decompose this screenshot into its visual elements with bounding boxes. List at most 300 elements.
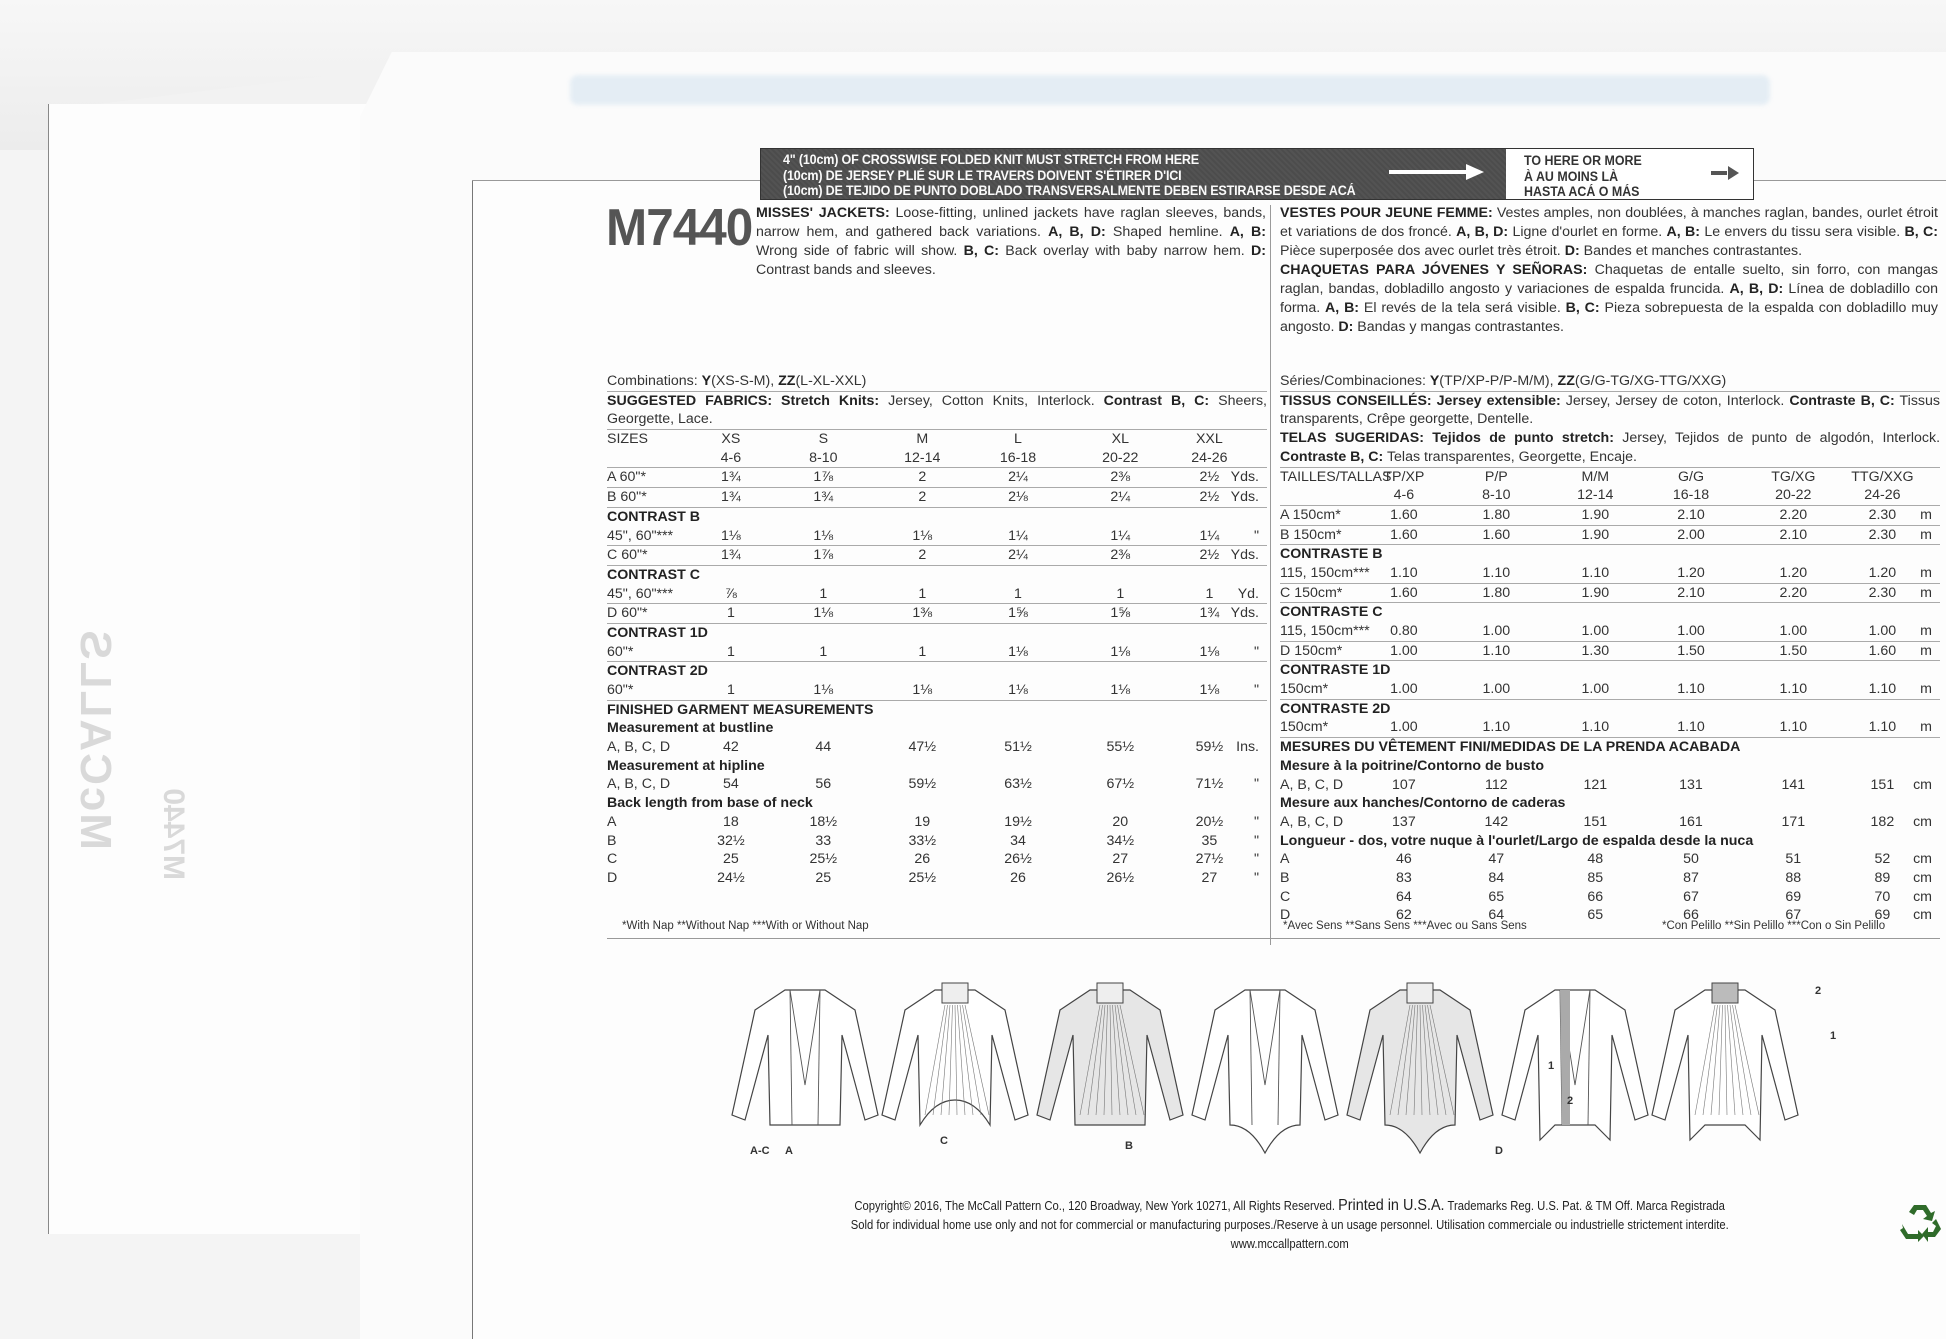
contrast-text: Sheers, Georgette, Lace.: [607, 392, 1267, 428]
view-label: C: [940, 1135, 948, 1147]
measurement-heading: Measurement at bustline: [607, 720, 774, 737]
jacket-outline: [732, 990, 878, 1125]
table-cell: XXL: [1195, 431, 1223, 448]
table-cell: 33½: [908, 832, 937, 849]
table-cell: 0.80: [1390, 623, 1418, 639]
suggested-fabrics: [607, 392, 1267, 430]
copyright-text: Copyright© 2016, The McCall Pattern Co., 120 Broadway, New York 10271, All Rights Reserved. Printed in U.S.A. Trademarks Reg. U.S. Pat. & TM Off. Marca Registrada: [854, 1197, 1726, 1214]
yardage-table-imperial: [607, 372, 1267, 888]
desc-title: VESTES POUR JEUNE FEMME:: [1280, 205, 1493, 221]
table-cell: TP/XP: [1383, 468, 1425, 485]
measurement-row: [607, 869, 1267, 888]
unit-label: ": [1253, 776, 1259, 793]
suggested-fabrics-french: [1280, 392, 1940, 429]
unit-label: Yds.: [1230, 605, 1259, 622]
table-cell: XS: [721, 431, 741, 448]
table-cell: 1.60: [1868, 642, 1897, 659]
yardage-row: [607, 604, 1267, 624]
collar-band: [1097, 983, 1123, 1003]
jacket-illustration: [1035, 975, 1185, 1160]
row-label: 60"*: [607, 682, 634, 699]
table-cell: 2: [918, 489, 927, 506]
row-label: B: [607, 832, 617, 849]
table-cell: 1: [1116, 585, 1125, 602]
fabrics-text: Jersey, Cotton Knits, Interlock.: [879, 392, 1104, 409]
unit-label: Ins.: [1236, 739, 1259, 756]
table-cell: 142: [1484, 813, 1509, 830]
table-cell: 67: [1683, 888, 1699, 905]
row-label: D: [1280, 907, 1291, 924]
row-label: 60"*: [607, 643, 634, 660]
table-cell: 1.00: [1390, 719, 1418, 736]
row-label: 150cm*: [1280, 719, 1329, 736]
table-cell: 56: [815, 776, 832, 793]
table-cell: 88: [1785, 869, 1802, 886]
table-cell: 8-10: [809, 449, 838, 466]
unit-label: m: [1920, 681, 1932, 698]
table-cell: 20-22: [1102, 449, 1139, 466]
view-ref: A, B:: [1325, 300, 1360, 316]
table-cell: 25½: [908, 869, 937, 886]
table-cell: 2.30: [1868, 506, 1897, 523]
table-cell: 1: [726, 682, 735, 699]
table-cell: 2: [918, 547, 927, 564]
table-cell: 2½: [1199, 469, 1220, 486]
yardage-table-metric: [1280, 372, 1940, 925]
nap-footnote-french: *Avec Sens **Sans Sens ***Avec ou Sans Sens: [1283, 920, 1527, 932]
table-cell: 2¼: [1008, 547, 1028, 564]
table-cell: 52: [1874, 851, 1891, 868]
table-cell: 1¼: [1110, 527, 1131, 544]
yardage-row: [1280, 564, 1940, 584]
table-cell: 27: [1201, 869, 1218, 886]
table-cell: 1.80: [1482, 506, 1511, 523]
yardage-heading: CONTRAST C: [607, 566, 701, 583]
fabrics-title: TELAS SUGERIDAS: Tejidos de punto stretch:: [1280, 430, 1614, 447]
piece-number: 2: [1815, 985, 1822, 997]
jacket-illustration: [730, 975, 880, 1160]
combo-code: Y: [1429, 373, 1440, 389]
note-text: Contrast bands and sleeves.: [756, 262, 936, 278]
table-cell: 1.10: [1677, 719, 1705, 736]
jacket-outline: [1192, 990, 1338, 1153]
table-cell: 2½: [1199, 489, 1220, 506]
table-cell: 64: [1396, 888, 1412, 905]
table-cell: 1⅛: [1008, 682, 1028, 699]
unit-label: ": [1253, 832, 1259, 849]
measurement-row: [1280, 869, 1940, 888]
unit-label: cm: [1913, 888, 1932, 905]
measurement-heading: Mesure aux hanches/Contorno de caderas: [1280, 795, 1566, 812]
desc-text: Vestes amples, non doublées, à manches raglan, bandes, ourlet étroit et variations de dos froncé.: [1280, 205, 1938, 240]
row-label: A: [1280, 851, 1290, 868]
yardage-row: [607, 643, 1267, 663]
unit-label: cm: [1913, 851, 1932, 868]
unit-label: ": [1253, 869, 1259, 886]
table-cell: 59½: [1195, 739, 1224, 756]
table-cell: 47½: [908, 739, 937, 756]
table-cell: 1.00: [1581, 681, 1610, 698]
table-cell: 66: [1587, 888, 1604, 905]
gauge-line-fr: (10cm) DE JERSEY PLIÉ SUR LE TRAVERS DOIVENT S'ÉTIRER D'ICI: [783, 167, 1182, 183]
table-cell: 42: [723, 739, 739, 756]
view-ref: B, C:: [1904, 224, 1938, 240]
note-text: Back overlay with baby narrow hem.: [999, 243, 1252, 259]
piece-number: 1: [1548, 1060, 1555, 1072]
unit-label: Yd.: [1237, 585, 1259, 602]
yardage-row: [1280, 718, 1940, 738]
contrast-text: Telas transparentes, Georgette, Encaje.: [1383, 448, 1637, 465]
table-cell: 121: [1583, 776, 1608, 793]
desc-title: CHAQUETAS PARA JÓVENES Y SEÑORAS:: [1280, 262, 1588, 278]
table-cell: 1.10: [1390, 564, 1418, 581]
table-cell: 1.10: [1482, 719, 1511, 736]
measurement-heading: Measurement at hipline: [607, 757, 765, 774]
table-cell: 1: [1205, 585, 1214, 602]
measurements-title: FINISHED GARMENT MEASUREMENTS: [607, 701, 874, 718]
suggested-fabrics-spanish: [1280, 429, 1940, 467]
table-cell: 27½: [1195, 851, 1224, 868]
combo-sizes: (XS-S-M),: [711, 373, 779, 389]
measurement-row: [1280, 813, 1940, 832]
table-cell: 19½: [1004, 813, 1032, 830]
table-cell: 1.10: [1581, 719, 1610, 736]
note-text: Le envers du tissu sera visible.: [1700, 224, 1905, 240]
table-cell: 1.00: [1390, 642, 1418, 659]
target-line-fr: À AU MOINS LÀ: [1524, 168, 1619, 184]
table-cell: 1⅛: [813, 527, 834, 544]
table-cell: 1.10: [1779, 719, 1808, 736]
table-cell: 1.10: [1868, 681, 1897, 698]
stretch-gauge-instructions: [761, 149, 1506, 199]
row-label: A, B, C, D: [1280, 776, 1344, 793]
note-text: Bandas y mangas contrastantes.: [1353, 319, 1564, 335]
row-label: D 60"*: [607, 605, 648, 622]
desc-text: Chaquetas de entalle suelto, sin forro, con mangas raglan, bandas, dobladillo angosto y variaciones de espalda fruncida.: [1280, 262, 1938, 297]
view-label: B: [1125, 1140, 1133, 1152]
note-text: Ligne d'ourlet en forme.: [1508, 224, 1667, 240]
row-label: D: [607, 869, 618, 886]
row-label: TAILLES/TALLAS: [1280, 468, 1392, 485]
table-cell: 1⅛: [912, 527, 933, 544]
view-ref: A, B:: [1666, 224, 1701, 240]
combinations-label: Combinations:: [607, 373, 702, 389]
yardage-heading: CONTRASTE B: [1280, 546, 1383, 563]
nap-footnote-spanish: *Con Pelillo **Sin Pelillo ***Con o Sin Pelillo: [1662, 920, 1886, 932]
view-ref: D:: [1251, 243, 1266, 259]
table-cell: 1.50: [1779, 642, 1808, 659]
table-cell: 2.10: [1677, 506, 1705, 523]
note-text: El revés de la tela será visible.: [1359, 300, 1566, 316]
table-cell: 2.20: [1779, 506, 1808, 523]
table-cell: 1.60: [1390, 584, 1418, 601]
table-cell: 26½: [1106, 869, 1135, 886]
row-label: C 60"*: [607, 547, 648, 564]
description-french-spanish: [1280, 204, 1938, 337]
table-cell: 55½: [1106, 739, 1135, 756]
measurement-row: [1280, 776, 1940, 795]
yardage-row: [607, 488, 1267, 508]
table-cell: M: [916, 431, 929, 448]
table-cell: 4-6: [1393, 487, 1415, 504]
table-cell: 1⅝: [1110, 605, 1131, 622]
combo-sizes: (TP/XP-P/P-M/M),: [1439, 373, 1558, 389]
combo-sizes: (G/G-TG/XG-TTG/XXG): [1574, 373, 1727, 389]
table-cell: 1¾: [721, 489, 741, 506]
table-cell: 18: [723, 813, 739, 830]
table-cell: 4-6: [720, 449, 742, 466]
table-cell: 50: [1683, 851, 1699, 868]
recycle-icon: [1898, 1201, 1942, 1245]
table-cell: 2: [918, 469, 927, 486]
table-cell: 1⅛: [721, 527, 741, 544]
measurement-heading: Mesure à la poitrine/Contorno de busto: [1280, 757, 1545, 774]
garment-illustrations: [730, 975, 1930, 1165]
view-ref: A, B, D:: [1456, 224, 1509, 240]
row-label: 115, 150cm***: [1280, 564, 1370, 581]
target-line-es: HASTA ACÁ O MÁS: [1524, 184, 1640, 199]
yardage-heading: CONTRASTE 2D: [1280, 700, 1391, 717]
column-divider: [1270, 205, 1271, 945]
table-cell: 1⅛: [1199, 682, 1220, 699]
contrast-label: Contraste B, C:: [1280, 448, 1384, 465]
table-cell: 46: [1396, 851, 1412, 868]
table-cell: 84: [1488, 869, 1505, 886]
ghost-pattern-number: M7440: [157, 788, 190, 880]
combo-code: Y: [701, 373, 712, 389]
description-french: [1280, 204, 1938, 261]
unit-label: ": [1253, 813, 1259, 830]
unit-label: ": [1253, 682, 1259, 699]
jacket-illustration: [1650, 975, 1800, 1160]
table-cell: 1.00: [1581, 623, 1610, 639]
table-cell: 65: [1488, 888, 1505, 905]
unit-label: cm: [1913, 813, 1932, 830]
yardage-row: [607, 585, 1267, 605]
description-spanish: [1280, 261, 1938, 337]
table-cell: 137: [1392, 813, 1416, 830]
unit-label: m: [1920, 623, 1932, 639]
row-label: A 150cm*: [1280, 506, 1341, 523]
contrast-text: Tissus transparents, Crêpe georgette, Dentelle.: [1280, 392, 1940, 428]
table-cell: 51: [1785, 851, 1802, 868]
table-cell: 1.30: [1581, 642, 1610, 659]
printed-in: Printed in U.S.A.: [1338, 1197, 1445, 1214]
row-label: B: [1280, 869, 1290, 886]
table-cell: 2⅜: [1110, 469, 1131, 486]
table-cell: 66: [1683, 907, 1699, 924]
table-cell: 25: [815, 869, 832, 886]
unit-label: ": [1253, 851, 1259, 868]
table-cell: S: [818, 431, 829, 448]
measurement-heading: Back length from base of neck: [607, 795, 813, 812]
table-cell: 1.90: [1581, 506, 1610, 523]
unit-label: cm: [1913, 869, 1932, 886]
table-cell: 1¾: [813, 489, 834, 506]
table-cell: 1.00: [1482, 623, 1511, 639]
measurement-row: [607, 775, 1267, 794]
table-cell: 64: [1488, 907, 1505, 924]
row-label: SIZES: [607, 431, 648, 448]
table-cell: 1⅝: [1008, 605, 1028, 622]
view-label: D: [1495, 1145, 1503, 1157]
fabrics-text: Jersey, Jersey de coton, Interlock.: [1560, 392, 1790, 409]
table-cell: 1⅛: [813, 682, 834, 699]
table-cell: 1.10: [1482, 642, 1511, 659]
table-cell: 32½: [717, 832, 745, 849]
view-ref: B, C:: [1565, 300, 1600, 316]
table-cell: 1¾: [721, 547, 741, 564]
collar-band: [942, 983, 968, 1003]
yardage-heading: CONTRASTE C: [1280, 604, 1383, 621]
table-cell: 25: [723, 851, 739, 868]
table-bottom-rule: [607, 938, 1940, 939]
jacket-illustration: [1190, 975, 1340, 1160]
contrast-label: Contrast B, C:: [1103, 392, 1210, 409]
table-cell: 27: [1112, 851, 1129, 868]
row-label: C 150cm*: [1280, 584, 1343, 601]
measurement-row: [607, 813, 1267, 832]
table-cell: 2.10: [1779, 526, 1808, 543]
website-link[interactable]: www.mccallpattern.com: [1230, 1237, 1350, 1251]
table-cell: TTG/XXG: [1851, 468, 1914, 485]
fabrics-title: SUGGESTED FABRICS: Stretch Knits:: [607, 392, 880, 409]
row-label: A, B, C, D: [1280, 813, 1344, 830]
table-cell: 26: [914, 851, 931, 868]
table-cell: 19: [914, 813, 931, 830]
unit-label: m: [1920, 506, 1932, 523]
table-cell: 1.80: [1482, 584, 1511, 601]
collar-band: [1712, 983, 1738, 1003]
table-cell: 1: [819, 585, 828, 602]
stretch-gauge-target: [1506, 149, 1753, 199]
table-cell: 1¼: [1008, 527, 1028, 544]
row-label: B 60"*: [607, 489, 647, 506]
right-arrow-icon: [1711, 167, 1739, 179]
table-cell: 1⅜: [912, 605, 933, 622]
view-ref: A, B, D:: [1048, 224, 1106, 240]
row-label: 45", 60"***: [607, 585, 674, 602]
table-cell: 1.20: [1677, 564, 1705, 581]
table-cell: 1.20: [1779, 564, 1808, 581]
yardage-row: [607, 546, 1267, 566]
table-cell: 33: [815, 832, 832, 849]
table-cell: ⅞: [724, 585, 737, 602]
description-english: [756, 204, 1266, 280]
measurement-row: [607, 832, 1267, 851]
measurement-heading: Longueur - dos, votre nuque à l'ourlet/Largo de espalda desde la nuca: [1280, 832, 1754, 849]
table-cell: 70: [1874, 888, 1891, 905]
yardage-row: [1280, 680, 1940, 700]
table-cell: 1.00: [1677, 623, 1705, 639]
table-cell: 12-14: [1577, 487, 1614, 504]
table-cell: 1⅞: [813, 469, 834, 486]
table-cell: 67: [1785, 907, 1802, 924]
yardage-heading: CONTRAST B: [607, 508, 701, 525]
table-cell: 1.10: [1581, 564, 1610, 581]
view-ref: D:: [1564, 243, 1580, 259]
table-cell: 65: [1587, 907, 1604, 924]
usage-text: Sold for individual home use only and not for commercial or manufacturing purposes./Reserve à un usage personnel. Utilisation commerciale ou industrielle strictement interdite.: [851, 1218, 1729, 1232]
note-text: Wrong side of fabric will show.: [756, 243, 964, 259]
unit-label: m: [1920, 719, 1932, 736]
view-ref: B, C:: [963, 243, 1000, 259]
row-label: 45", 60"***: [607, 527, 674, 544]
note-text: Bandes et manches contrastantes.: [1579, 243, 1803, 259]
unit-label: ": [1253, 527, 1259, 544]
nap-footnote: *With Nap **Without Nap ***With or Without Nap: [622, 920, 869, 932]
row-label: A, B, C, D: [607, 776, 671, 793]
table-cell: 1¾: [721, 469, 741, 486]
row-label: A, B, C, D: [607, 739, 671, 756]
table-cell: 1.20: [1868, 564, 1897, 581]
table-cell: 2.10: [1677, 584, 1705, 601]
table-cell: 69: [1785, 888, 1802, 905]
table-cell: 1.00: [1390, 681, 1418, 698]
print-bleed-stripe: [570, 75, 1770, 105]
combo-code: ZZ: [778, 373, 796, 389]
yardage-row: [1280, 622, 1940, 642]
combinations-line: [1280, 372, 1940, 392]
table-cell: 161: [1679, 813, 1703, 830]
collar-band: [1407, 983, 1433, 1003]
table-cell: 54: [723, 776, 739, 793]
right-arrow-icon: [1389, 166, 1484, 178]
table-cell: P/P: [1484, 468, 1508, 485]
table-cell: 1¾: [1199, 605, 1220, 622]
table-cell: 2.30: [1868, 526, 1897, 543]
table-cell: 2.30: [1868, 584, 1897, 601]
stretch-gauge: [760, 148, 1754, 200]
table-cell: 1: [819, 643, 828, 660]
table-cell: 1.90: [1581, 526, 1610, 543]
table-cell: 1.00: [1482, 681, 1511, 698]
table-cell: 1: [918, 585, 927, 602]
unit-label: m: [1920, 564, 1932, 581]
jacket-outline: [1502, 990, 1648, 1140]
table-cell: 1⅛: [813, 605, 834, 622]
unit-label: cm: [1913, 907, 1932, 924]
table-cell: 67½: [1106, 776, 1135, 793]
ghost-brand-text: McCALLS: [71, 628, 120, 850]
target-line-en: TO HERE OR MORE: [1524, 153, 1642, 168]
table-cell: 1⅛: [1008, 643, 1028, 660]
size-number-row: [1280, 486, 1940, 506]
table-cell: 1.00: [1868, 623, 1897, 639]
size-header-row: [1280, 468, 1940, 487]
table-cell: 1⅛: [1110, 682, 1131, 699]
table-cell: 1.60: [1482, 526, 1511, 543]
table-cell: XL: [1111, 431, 1129, 448]
table-cell: 20-22: [1775, 487, 1812, 504]
table-cell: 87: [1683, 869, 1699, 886]
table-cell: 182: [1870, 813, 1895, 830]
pattern-number: M7440: [606, 199, 753, 257]
jacket-illustration: [880, 975, 1030, 1160]
table-cell: 107: [1392, 776, 1416, 793]
table-cell: 2.00: [1677, 526, 1705, 543]
yardage-row: [607, 681, 1267, 701]
table-cell: 112: [1484, 776, 1508, 793]
row-label: B 150cm*: [1280, 526, 1342, 543]
table-cell: M/M: [1581, 468, 1610, 485]
table-cell: 1.10: [1482, 564, 1511, 581]
table-cell: 151: [1583, 813, 1608, 830]
table-cell: 16-18: [999, 449, 1037, 466]
table-cell: 1⅛: [1199, 643, 1220, 660]
table-cell: 51½: [1004, 739, 1032, 756]
table-cell: 1.60: [1390, 506, 1418, 523]
